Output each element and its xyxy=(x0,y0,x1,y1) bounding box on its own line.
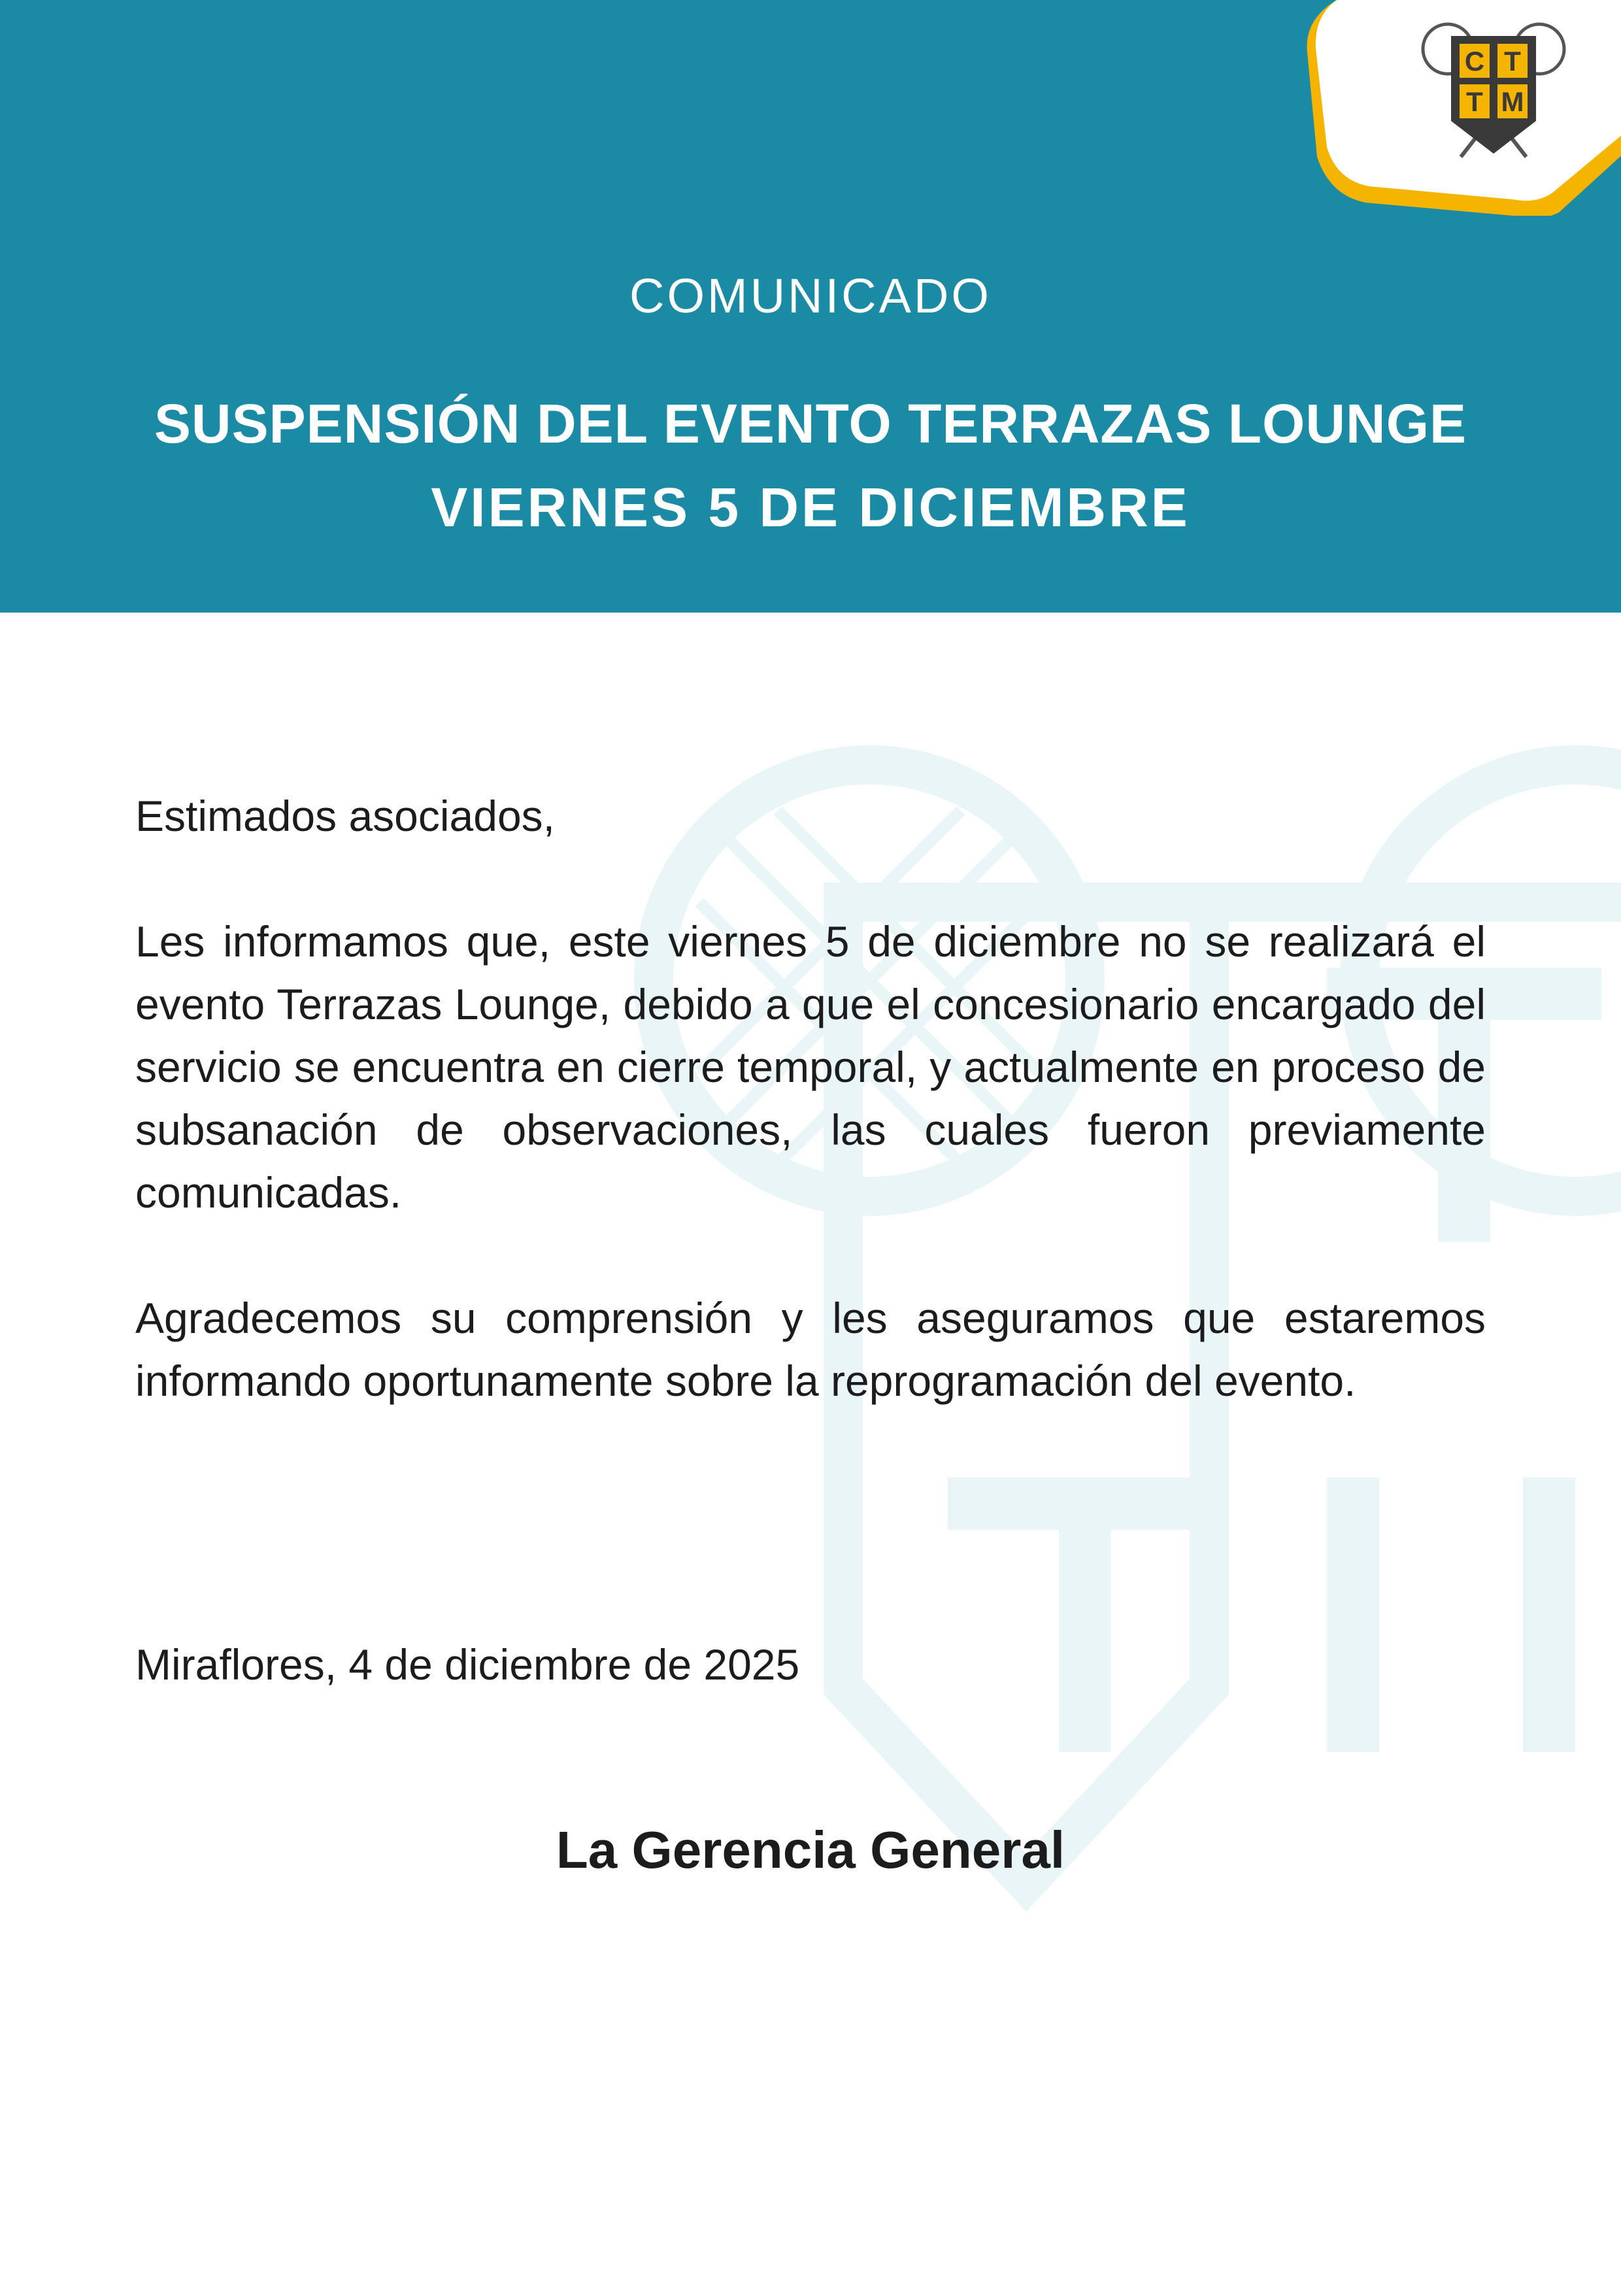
club-logo xyxy=(1304,0,1621,216)
signature: La Gerencia General xyxy=(556,1821,1065,1879)
document-title: SUSPENSIÓN DEL EVENTO TERRAZAS LOUNGE xyxy=(154,393,1467,454)
logo-letter-c: C xyxy=(1464,46,1485,76)
document-subtitle: VIERNES 5 DE DICIEMBRE xyxy=(431,477,1190,538)
letter-body xyxy=(135,785,1486,1412)
document-kicker: COMUNICADO xyxy=(629,269,992,323)
logo-letter-t1: T xyxy=(1504,46,1521,76)
greeting: Estimados asociados, xyxy=(135,792,555,840)
logo-letter-t2: T xyxy=(1466,86,1483,117)
paragraph-thanks: Agradecemos su comprensión y les aseguramos que estaremos informando oportunamente sobre la reprogramación del evento. xyxy=(135,1294,1486,1405)
paragraph-announcement: Les informamos que, este viernes 5 de diciembre no se realizará el evento Terrazas Lounge, debido a que el concesionario encargado del servicio se encuentra en cierre temporal, y actualmente en proceso de subsanación de observaciones, las cuales fueron previamente comunicadas. xyxy=(135,917,1486,1217)
place-date: Miraflores, 4 de diciembre de 2025 xyxy=(135,1640,800,1689)
logo-letter-m: M xyxy=(1501,86,1524,117)
